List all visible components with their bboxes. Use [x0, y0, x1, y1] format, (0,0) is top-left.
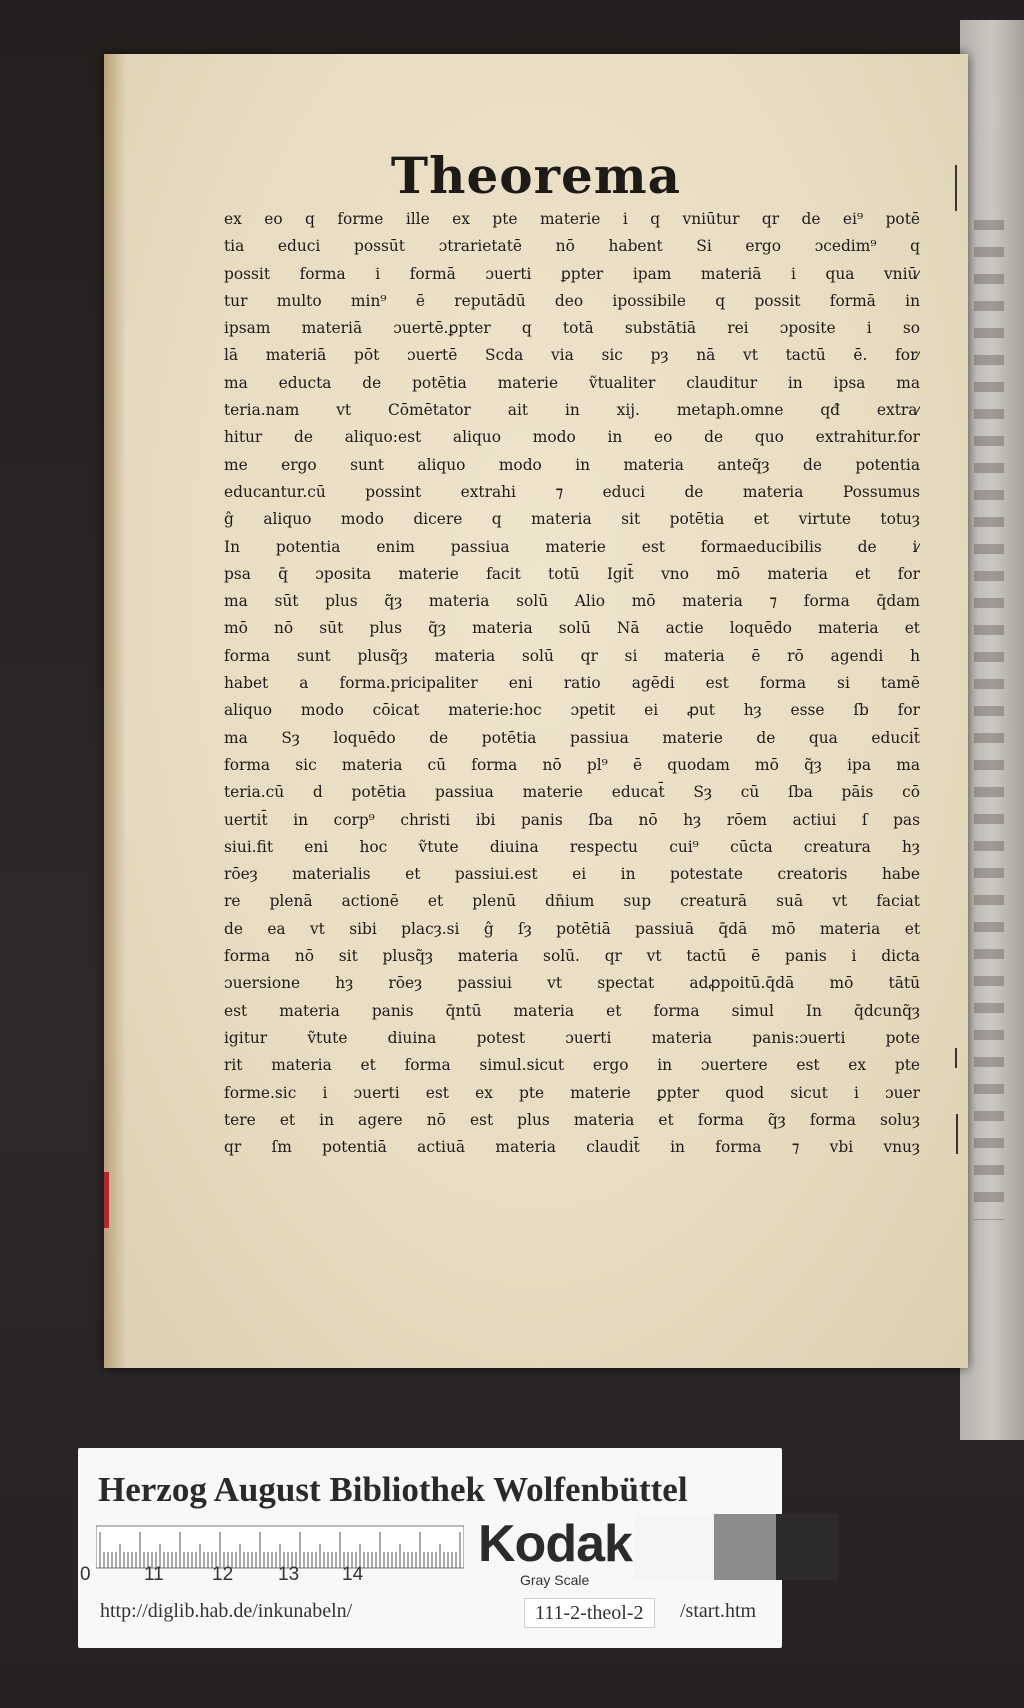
- text-line: igitur ṽtute diuina potest ɔuerti materia panis:ɔuerti pote: [224, 1028, 920, 1047]
- text-line: rit materia et forma simul.sicut ergo in ɔuertere est ex pte: [224, 1056, 920, 1075]
- text-line: uertit̄ in corp⁹ christi ibi panis ſba nō hȝ rōem actiui ſ pas: [224, 810, 920, 829]
- ruler-number: 14: [342, 1564, 364, 1585]
- text-line: ipsam materiā ɔuertē.ꝑpter q totā substātiā rei ɔposite i so: [224, 319, 920, 338]
- text-line: psa q̄ ɔposita materie facit totū Igit̄ vno mō materia et for: [224, 564, 920, 583]
- gray-swatch-mid: [714, 1514, 776, 1580]
- text-line: tere et in agere nō est plus materia et forma q̃ȝ forma soluȝ: [224, 1110, 920, 1129]
- text-line: re plenā actionē et plenū dn̄ium sup creaturā suā vt faciat: [224, 892, 920, 911]
- text-line: ma Sȝ loquēdo de potētia passiua materie de qua educit̄: [224, 728, 920, 747]
- ruler-numbers: [78, 1564, 446, 1586]
- facing-page-edge: [960, 20, 1024, 1440]
- text-line: educantur.cū possint extrahi ⁊ educi de materia Possumus: [224, 482, 920, 501]
- text-line: possit forma i formā ɔuerti ꝑpter ipam materiā i qua vniū⁄: [224, 264, 920, 283]
- ruler-number: 11: [144, 1564, 164, 1585]
- text-line: forma nō sit plusq̃ȝ materia solū. qr vt tactū ē panis i dicta: [224, 947, 920, 966]
- text-line: habet a forma.pricipaliter eni ratio agēdi est forma si tamē: [224, 674, 920, 693]
- page-body-text: [224, 206, 920, 1161]
- text-line: ma educta de potētia materie ṽtualiter clauditur in ipsa ma: [224, 373, 920, 392]
- ruler-number: 12: [212, 1564, 234, 1585]
- kodak-logo: Kodak: [478, 1515, 632, 1573]
- text-line: mō nō sūt plus q̃ȝ materia solū Nā actie loquēdo materia et: [224, 619, 920, 638]
- text-line: ma sūt plus q̃ȝ materia solū Alio mō materia ⁊ forma q̄dam: [224, 592, 920, 611]
- text-line: rōeȝ materialis et passiui.est ei in potestate creatoris habe: [224, 865, 920, 884]
- text-line: forma sunt plusq̃ȝ materia solū qr si materia ē rō agendi h: [224, 646, 920, 665]
- gray-swatch-white: [634, 1514, 714, 1580]
- text-line: aliquo modo cōicat materie:hoc ɔpetit ei ꝓut hȝ esse ſb for: [224, 701, 920, 720]
- text-line: tia educi possūt ɔtrarietatē nō habent Si ergo ɔcedim⁹ q: [224, 237, 920, 256]
- text-line: ɔuersione hȝ rōeȝ passiui vt spectat adꝓpoitū.q̄dā mō tātū: [224, 974, 920, 993]
- call-number-label: 111-2-theol-2: [524, 1598, 655, 1628]
- text-line: ex eo q forme ille ex pte materie i q vniūtur qr de ei⁹ potē: [224, 210, 920, 228]
- text-line: est materia panis q̄ntū materia et forma simul In q̄dcunq̃ȝ: [224, 1001, 920, 1020]
- color-target-card: [78, 1448, 782, 1648]
- margin-rule-low: [956, 1114, 958, 1154]
- page-marker-tab: [104, 1172, 109, 1228]
- gray-swatch-dark: [776, 1514, 838, 1580]
- page-title: Theorema: [390, 146, 682, 205]
- text-line: In potentia enim passiua materie est formaeducibilis de i⁄: [224, 537, 920, 556]
- collection-url: http://diglib.hab.de/inkunabeln/: [100, 1600, 353, 1622]
- text-line: qr ſm potentiā actiuā materia claudit̄ in forma ⁊ vbi vnuȝ: [224, 1138, 920, 1157]
- facing-page-text-bleed: [974, 220, 1004, 1220]
- text-line: siui.fit eni hoc ṽtute diuina respectu cui⁹ cūcta creatura hȝ: [224, 837, 920, 856]
- text-line: forme.sic i ɔuerti est ex pte materie ꝑpter quod sicut i ɔuer: [224, 1083, 920, 1102]
- text-line: de ea vt sibi placȝ.si ĝ ſȝ potētiā passiuā q̄dā mō materia et: [224, 919, 920, 938]
- text-line: forma sic materia cū forma nō pl⁹ ē quodam mō q̃ȝ ipa ma: [224, 755, 920, 774]
- text-line: teria.nam vt Cōmētator ait in xij. metaph.omne qđ extra⁄: [224, 401, 920, 420]
- institution-name: Herzog August Bibliothek Wolfenbüttel: [98, 1470, 688, 1509]
- text-line: hitur de aliquo:est aliquo modo in eo de quo extrahitur.for: [224, 428, 920, 447]
- text-line: me ergo sunt aliquo modo in materia anteq̃ȝ de potentia: [224, 455, 920, 474]
- text-line: ĝ aliquo modo dicere q materia sit potētia et virtute totuȝ: [224, 510, 920, 529]
- ruler-number: 13: [278, 1564, 300, 1585]
- margin-rule-mid: [955, 1048, 957, 1068]
- text-line: lā materiā pōt ɔuertē Scda via sic pȝ nā vt tactū ē. for⁄: [224, 346, 920, 365]
- gray-scale-label: Gray Scale: [520, 1572, 590, 1588]
- ruler-number: 0: [80, 1564, 91, 1585]
- margin-rule-top: [955, 165, 957, 211]
- text-line: tur multo min⁹ ē reputādū deo ipossibile q possit formā in: [224, 291, 920, 310]
- text-line: teria.cū d potētia passiua materie educat̄ Sȝ cū ſba pāis cō: [224, 783, 920, 802]
- start-page-url: /start.htm: [680, 1600, 757, 1622]
